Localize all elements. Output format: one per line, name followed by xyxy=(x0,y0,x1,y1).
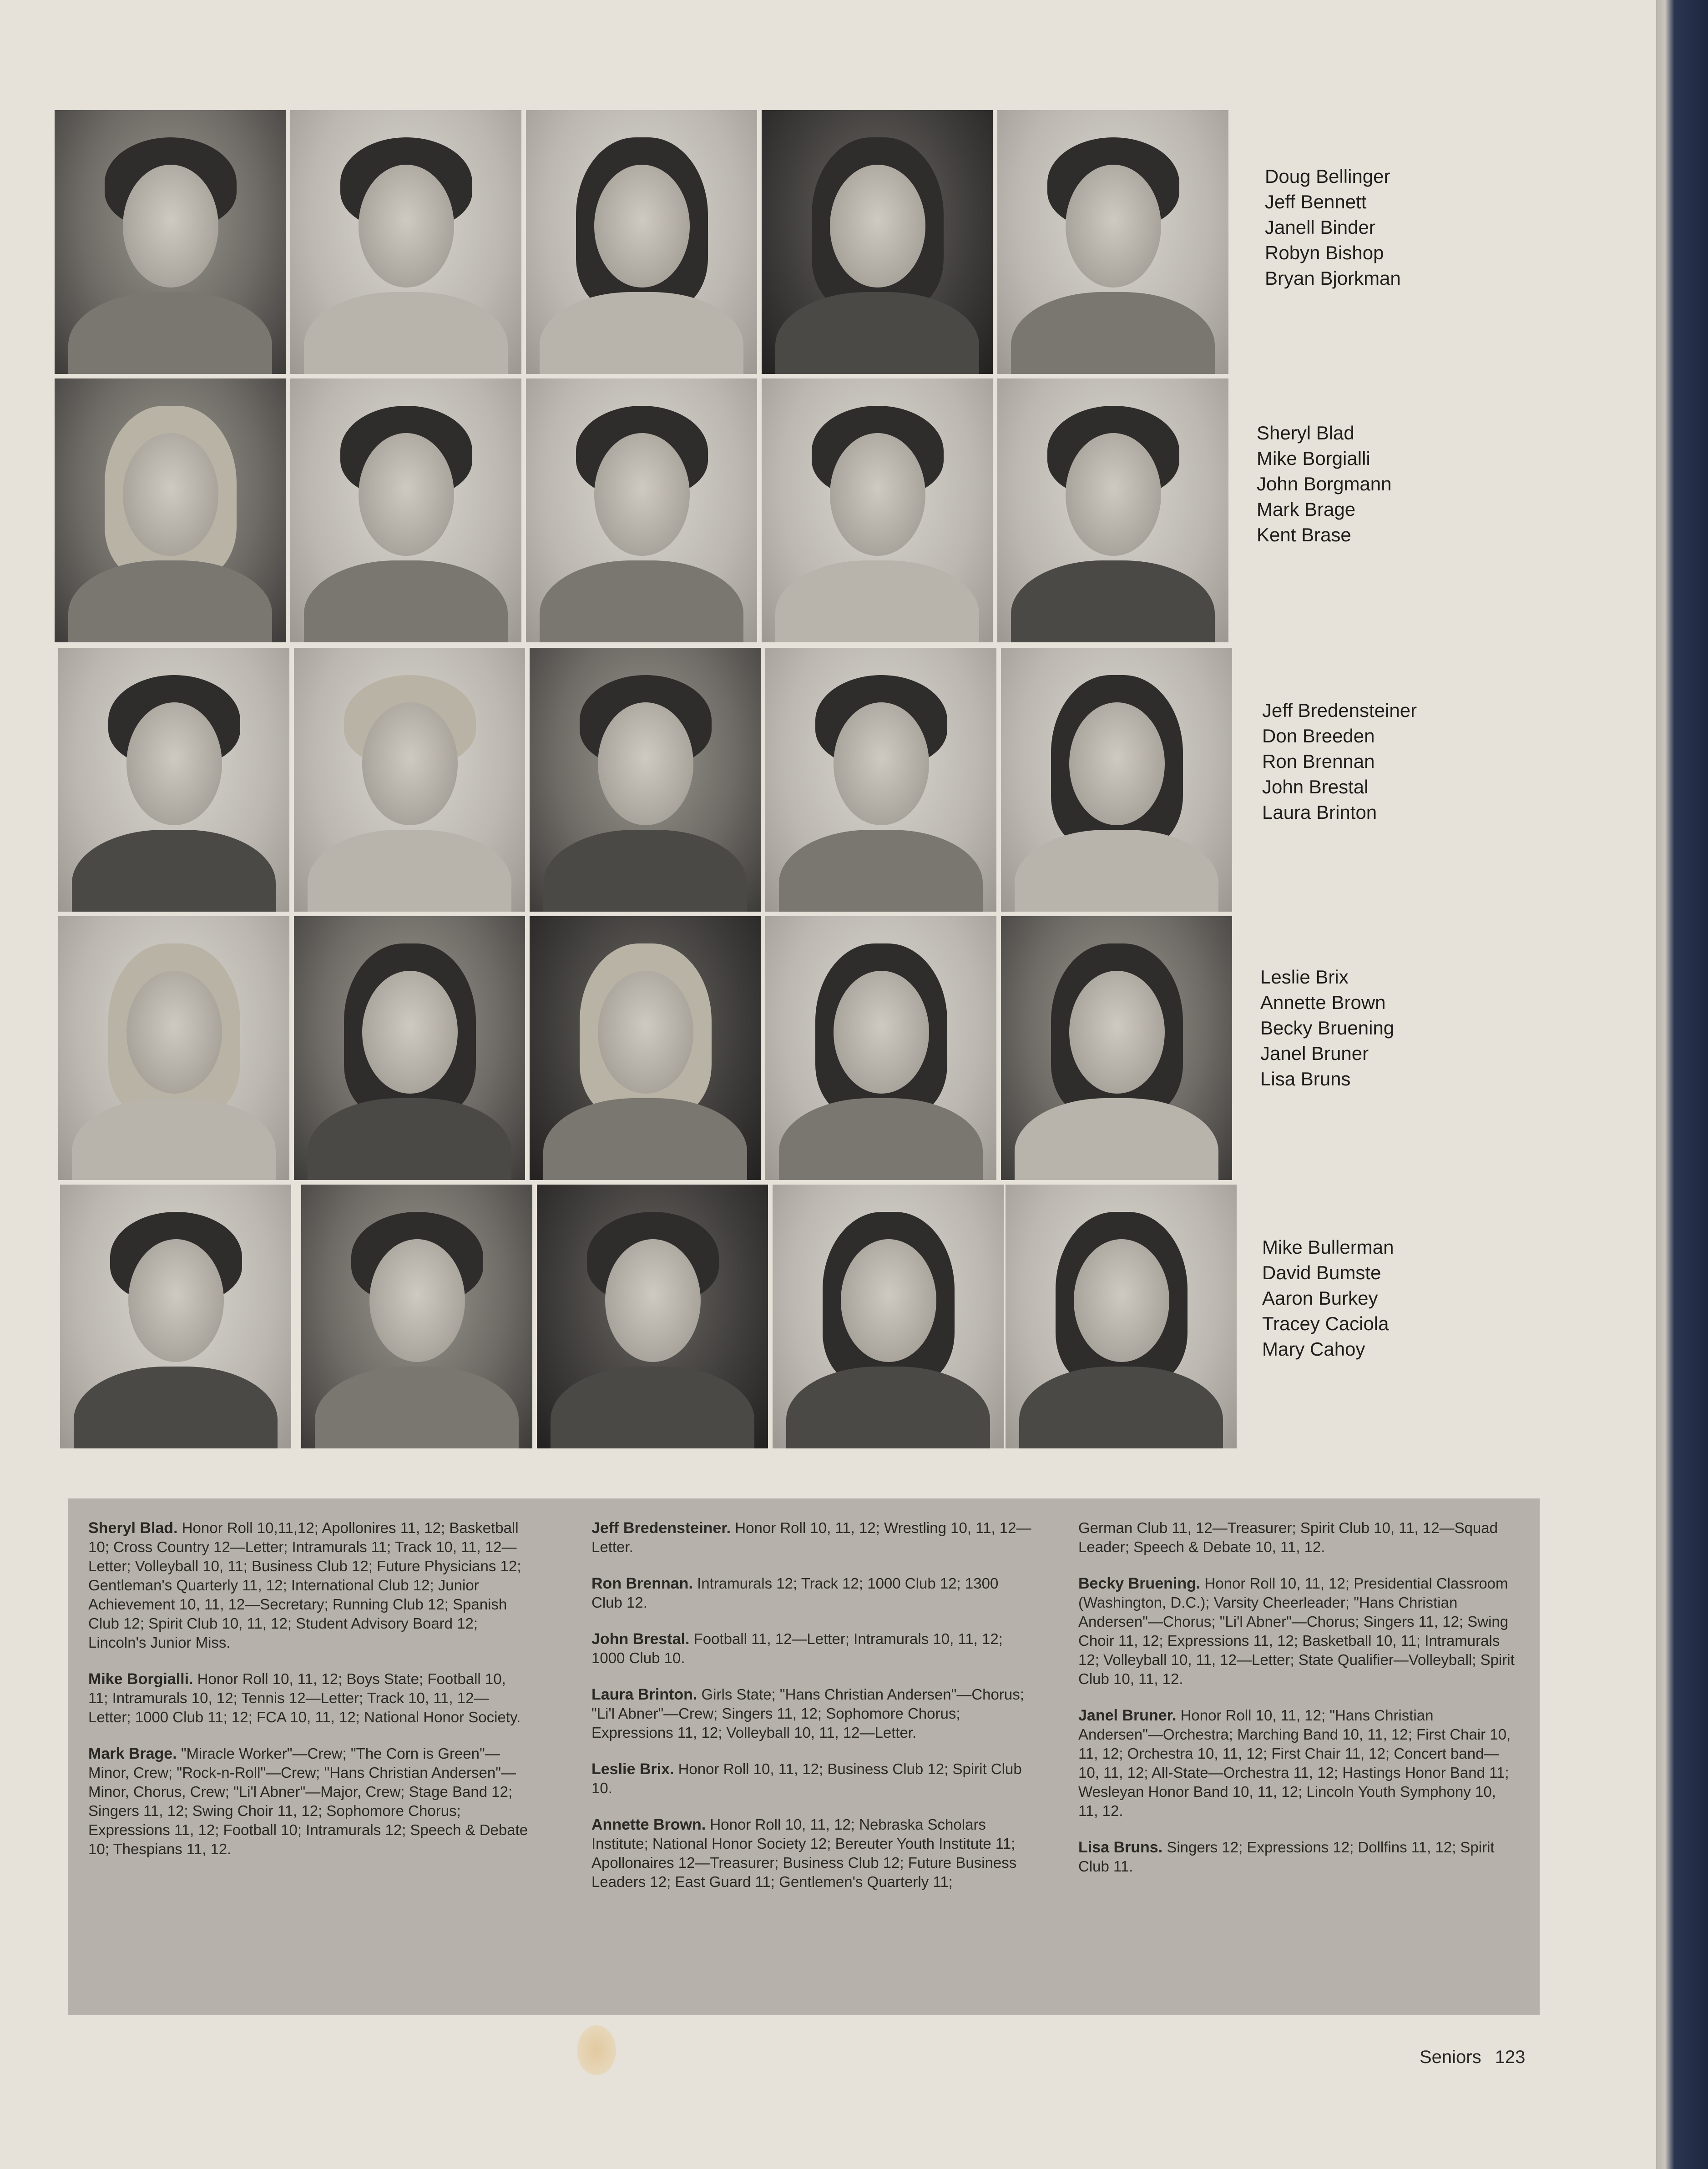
bio-entry xyxy=(591,1518,1033,1557)
portrait-photo xyxy=(294,648,525,912)
portrait-photo xyxy=(537,1185,768,1448)
bio-text: Honor Roll 10, 11, 12; Nebraska Scholars Institute; National Honor Society 12; Bereuter Youth Institute 11; Apollonaires 12—Treasurer; Business Club 12; Future Business Leaders 12; East Guard 11; Gentlemen's Quarterly 11; xyxy=(591,1816,1017,1890)
bio-name: Laura Brinton. xyxy=(591,1686,697,1703)
student-name: Lisa Bruns xyxy=(1260,1068,1351,1090)
portrait-photo xyxy=(526,110,757,374)
portrait-photo xyxy=(58,916,289,1180)
name-list xyxy=(1257,420,1511,548)
portrait-photo xyxy=(55,378,286,642)
bio-text: Honor Roll 10, 11, 12; Wrestling 10, 11, 12—Letter. xyxy=(591,1519,1031,1555)
student-name: Jeff Bennett xyxy=(1265,191,1367,212)
paper-stain xyxy=(577,2025,616,2075)
name-list xyxy=(1262,698,1517,825)
student-name: Mark Brage xyxy=(1257,499,1356,520)
portrait-photo xyxy=(1001,916,1232,1180)
portrait-photo xyxy=(762,110,993,374)
portrait-photo xyxy=(526,378,757,642)
student-name: Kent Brase xyxy=(1257,524,1351,545)
student-name: Aaron Burkey xyxy=(1262,1287,1378,1309)
bio-name: Sheryl Blad. xyxy=(88,1519,178,1537)
portrait-photo xyxy=(294,916,525,1180)
bio-entry xyxy=(591,1760,1033,1798)
bio-entry xyxy=(1078,1518,1520,1557)
portrait-photo xyxy=(773,1185,1004,1448)
portrait-photo xyxy=(1006,1185,1237,1448)
student-name: David Bumste xyxy=(1262,1262,1381,1283)
bio-entry xyxy=(88,1744,530,1859)
student-name: Bryan Bjorkman xyxy=(1265,267,1401,289)
student-name: Don Breeden xyxy=(1262,725,1375,747)
bio-name: Janel Bruner. xyxy=(1078,1707,1177,1724)
bio-entry xyxy=(1078,1838,1520,1876)
bio-column xyxy=(88,1518,530,1876)
student-name: Jeff Bredensteiner xyxy=(1262,700,1417,721)
book-binding xyxy=(1656,0,1708,2169)
bio-text: Girls State; "Hans Christian Andersen"—Chorus; "Li'l Abner"—Crew; Singers 11, 12; Sophomore Chorus; Expressions 11, 12; Volleyball 10, 11, 12—Letter. xyxy=(591,1686,1024,1741)
bio-text: Honor Roll 10,11,12; Apollonires 11, 12; Basketball 10; Cross Country 12—Letter; Intramurals 11; Track 10, 11, 12—Letter; Volleyball 10, 11; Business Club 12; Future Physicians 12; Gentleman's Quarterly 11, 12; International Club 12; Junior Achievement 10, 11, 12—Secretary; Running Club 12; Spanish Club 12; Spirit Club 10, 11, 12; Student Advisory Board 12; Lincoln's Junior Miss. xyxy=(88,1519,521,1651)
portrait-photo xyxy=(762,378,993,642)
student-name: Mary Cahoy xyxy=(1262,1338,1365,1360)
bio-name: Annette Brown. xyxy=(591,1816,706,1833)
page-number: 123 xyxy=(1495,2047,1526,2067)
bio-name: Mike Borgialli. xyxy=(88,1670,193,1688)
bio-text: "Miracle Worker"—Crew; "The Corn is Green"—Minor, Crew; "Rock-n-Roll"—Crew; "Hans Christian Andersen"—Minor, Chorus, Crew; "Li'l Abner"—Major, Crew; Stage Band 12; Singers 11, 12; Swing Choir 11, 12; Sophomore Chorus; Expressions 11, 12; Football 10; Intramurals 12; Speech & Debate 10; Thespians 11, 12. xyxy=(88,1745,528,1857)
bio-text: Intramurals 12; Track 12; 1000 Club 12; 1300 Club 12. xyxy=(591,1575,999,1611)
bio-entry xyxy=(88,1670,530,1727)
portrait-photo xyxy=(530,916,761,1180)
bio-text: Honor Roll 10, 11, 12; Boys State; Football 10, 11; Intramurals 10, 12; Tennis 12—Letter; Track 10, 11, 12—Letter; 1000 Club 11; 12; FCA 10, 11, 12; National Honor Society. xyxy=(88,1670,521,1725)
student-name: Becky Bruening xyxy=(1260,1017,1395,1039)
portrait-photo xyxy=(1001,648,1232,912)
portrait-photo xyxy=(290,378,521,642)
portrait-photo xyxy=(530,648,761,912)
bio-entry xyxy=(591,1574,1033,1612)
portrait-photo xyxy=(55,110,286,374)
bio-name: Lisa Bruns. xyxy=(1078,1839,1163,1856)
student-name: Annette Brown xyxy=(1260,992,1386,1013)
student-name: Mike Bullerman xyxy=(1262,1236,1394,1258)
student-name: Mike Borgialli xyxy=(1257,448,1370,469)
student-name: Robyn Bishop xyxy=(1265,242,1384,263)
bio-entry xyxy=(591,1629,1033,1668)
bio-text: Singers 12; Expressions 12; Dollfins 11, 12; Spirit Club 11. xyxy=(1078,1839,1495,1875)
portrait-photo xyxy=(997,110,1228,374)
student-name: John Brestal xyxy=(1262,776,1369,797)
student-name: Janel Bruner xyxy=(1260,1043,1369,1064)
portrait-photo xyxy=(997,378,1228,642)
bio-entry xyxy=(88,1518,530,1652)
portrait-photo xyxy=(765,648,996,912)
portrait-photo xyxy=(58,648,289,912)
portrait-photo xyxy=(290,110,521,374)
bio-name: Leslie Brix. xyxy=(591,1760,674,1778)
bio-name: Ron Brennan. xyxy=(591,1575,693,1592)
bio-name: John Brestal. xyxy=(591,1630,690,1648)
page-footer xyxy=(1420,2047,1525,2068)
bio-column xyxy=(591,1518,1033,1909)
name-list xyxy=(1260,964,1515,1092)
bio-text: Honor Roll 10, 11, 12; "Hans Christian Andersen"—Orchestra; Marching Band 10, 11, 12; First Chair 10, 11, 12; Orchestra 10, 11, 12; First Chair 11, 12; Concert band— 10, 11, 12; All-State—Orchestra 11, 12; Hastings Honor Band 11; Wesleyan Honor Band 10, 11, 12; Lincoln Youth Symphony 10, 11, 12. xyxy=(1078,1707,1511,1819)
bio-text: Football 11, 12—Letter; Intramurals 10, 11, 12; 1000 Club 10. xyxy=(591,1630,1003,1666)
bio-column xyxy=(1078,1518,1520,1893)
student-name: Janell Binder xyxy=(1265,217,1375,238)
student-name: John Borgmann xyxy=(1257,473,1392,494)
bio-text: Honor Roll 10, 11, 12; Business Club 12; Spirit Club 10. xyxy=(591,1760,1022,1796)
bio-text: Honor Roll 10, 11, 12; Presidential Classroom (Washington, D.C.); Varsity Cheerleader; "Hans Christian Andersen"—Chorus; "Li'l Abner"—Chorus; Singers 11, 12; Swing Choir 11, 12; Expressions 11, 12; Basketball 10, 11; Intramurals 12; Volleyball 10, 11, 12—Letter; State Qualifier—Volleyball; Spirit Club 10, 11, 12. xyxy=(1078,1575,1515,1687)
student-name: Sheryl Blad xyxy=(1257,422,1354,444)
student-name: Tracey Caciola xyxy=(1262,1313,1389,1334)
bio-panel xyxy=(68,1498,1540,2015)
bio-entry xyxy=(591,1815,1033,1892)
student-name: Ron Brennan xyxy=(1262,751,1375,772)
student-name: Laura Brinton xyxy=(1262,802,1377,823)
student-name: Doug Bellinger xyxy=(1265,166,1390,187)
bio-name: Mark Brage. xyxy=(88,1745,177,1762)
portrait-photo xyxy=(60,1185,291,1448)
student-name: Leslie Brix xyxy=(1260,966,1349,988)
bio-entry xyxy=(1078,1574,1520,1689)
bio-name: Jeff Bredensteiner. xyxy=(591,1519,731,1537)
portrait-photo xyxy=(765,916,996,1180)
bio-name: Becky Bruening. xyxy=(1078,1575,1201,1592)
name-list xyxy=(1265,164,1520,291)
name-list xyxy=(1262,1235,1517,1362)
section-label: Seniors xyxy=(1420,2047,1481,2067)
portrait-photo xyxy=(301,1185,532,1448)
bio-entry xyxy=(591,1685,1033,1742)
bio-entry xyxy=(1078,1706,1520,1821)
bio-text: German Club 11, 12—Treasurer; Spirit Club 10, 11, 12—Squad Leader; Speech & Debate 10, 11, 12. xyxy=(1078,1519,1498,1555)
